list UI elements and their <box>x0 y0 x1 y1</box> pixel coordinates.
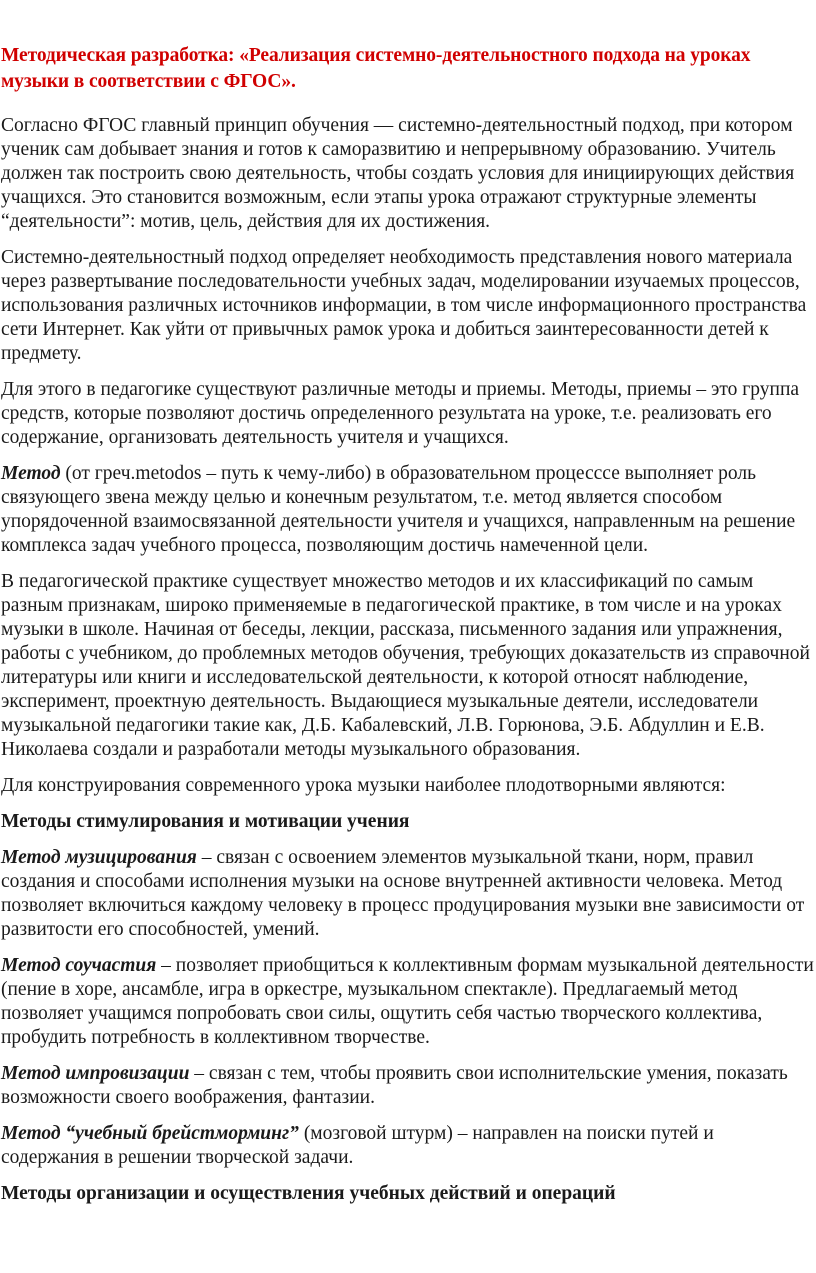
document-page <box>0 43 816 1218</box>
section-heading-stimulation: Методы стимулирования и мотивации учения <box>1 811 410 832</box>
paragraph-method-definition <box>1 462 816 558</box>
method-term: Метод соучастия <box>1 955 157 976</box>
method-definition-text: (от греч.metodos – путь к чему-либо) в образовательном процесссе выполняет роль связующего звена между целью и конечным результатом, т.е. метод является способом упорядоченной взаимосвязанной деятельности учителя и учащихся, направленным на решение комплекса задач учебного процесса, позволяющим достичь намеченной цели. <box>1 463 796 556</box>
method-item <box>1 1122 816 1170</box>
method-term: Метод музицирования <box>1 847 197 868</box>
paragraph-system-approach: Системно-деятельностный подход определяет необходимость представления нового материала через развертывание последовательности учебных задач, моделировании изучаемых процессов, использования различных источников информации, в том числе информационного пространства сети Интернет. Как уйти от привычных рамок урока и добиться заинтересованности детей к предмету. <box>1 247 807 364</box>
section-heading-organization: Методы организации и осуществления учебных действий и операций <box>1 1183 616 1204</box>
method-term: Метод импровизации <box>1 1063 190 1084</box>
method-text: – позволяет приобщиться к коллективным формам музыкальной деятельности (пение в хоре, ансамбле, игра в оркестре, музыкальном спектакле). Предлагаемый метод позволяет учащимся попробовать свои силы, ощутить себя частью творческого коллектива, пробудить потребность в коллективном творчестве. <box>1 955 814 1048</box>
method-text: – связан с освоением элементов музыкальной ткани, норм, правил создания и способами исполнения музыки на основе внутренней активности человека. Метод позволяет включиться каждому человеку в процесс продуцирования музыки вне зависимости от развитости его способностей, умений. <box>1 847 805 940</box>
paragraph-fgos-principle: Согласно ФГОС главный принцип обучения — системно-деятельностный подход, при котором ученик сам добывает знания и готов к саморазвитию и непрерывному образованию. Учитель должен так построить свою деятельность, чтобы создать условия для инициирующих действия учащихся. Это становится возможным, если этапы урока отражают структурные элементы “деятельности”: мотив, цель, действия для их достижения. <box>1 115 795 232</box>
term-method: Метод <box>1 463 61 484</box>
method-item <box>1 846 816 942</box>
method-item <box>1 1062 816 1110</box>
method-term: Метод “учебный брейстморминг” <box>1 1123 299 1144</box>
paragraph-pedagogical-practice: В педагогической практике существует множество методов и их классификаций по самым разным признакам, широко применяемые в педагогической практике, в том числе и на уроках музыки в школе. Начиная от беседы, лекции, рассказа, письменного задания или упражнения, работы с учебником, до проблемных методов обучения, требующих доказательств из справочной литературы или книги и исследовательской деятельности, к которой относят наблюдение, эксперимент, проектную деятельность. Выдающиеся музыкальные деятели, исследователи музыкальной педагогики такие как, Д.Б. Кабалевский, Л.В. Горюнова, Э.Б. Абдуллин и Е.В. Николаева создали и разработали методы музыкального образования. <box>1 571 810 760</box>
method-text: – связан с тем, чтобы проявить свои исполнительские умения, показать возможности своего воображения, фантазии. <box>1 1063 788 1108</box>
paragraph-lesson-construction: Для конструирования современного урока музыки наиболее плодотворными являются: <box>1 775 726 796</box>
method-item <box>1 954 816 1050</box>
document-title: Методическая разработка: «Реализация системно-деятельностного подхода на уроках музыки в соответствии с ФГОС». <box>1 45 751 92</box>
method-text: (мозговой штурм) – направлен на поиски путей и содержания в решении творческой задачи. <box>1 1123 714 1168</box>
paragraph-methods-intro: Для этого в педагогике существуют различные методы и приемы. Методы, приемы – это группа средств, которые позволяют достичь определенного результата на уроке, т.е. реализовать его содержание, организовать деятельность учителя и учащихся. <box>1 379 800 448</box>
